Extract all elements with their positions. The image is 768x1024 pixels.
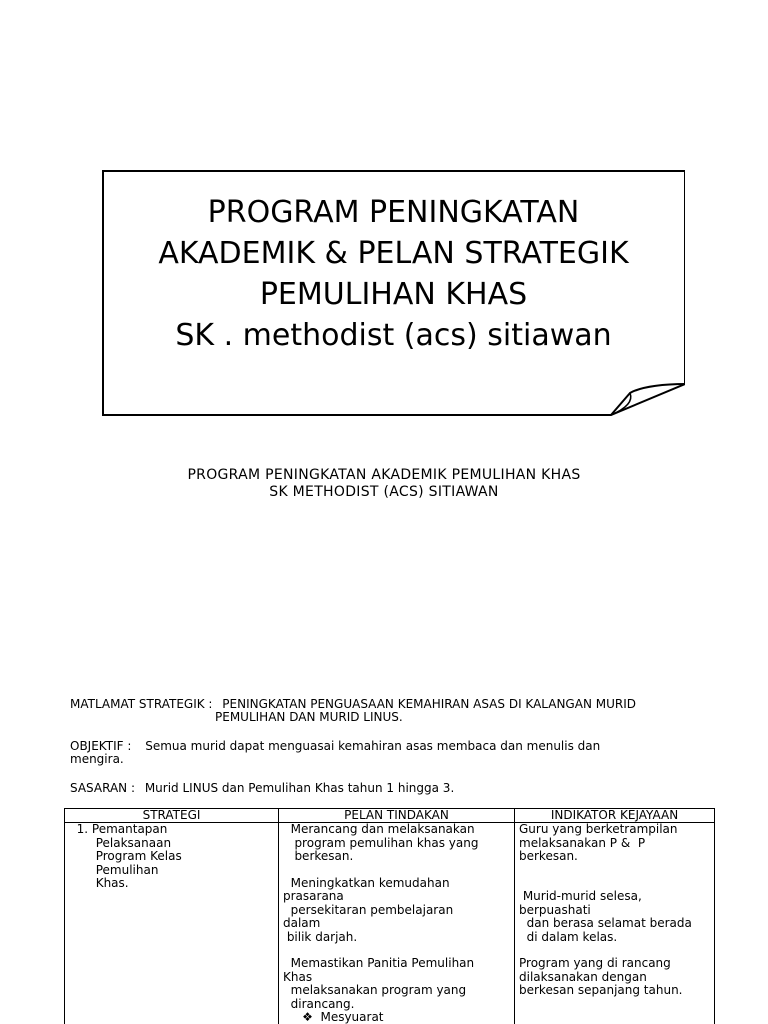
indikator-line	[519, 877, 710, 890]
plan-table	[64, 808, 715, 1024]
pelan-line: persekitaran pembelajaran	[283, 902, 454, 917]
subtitle-line-1: PROGRAM PENINGKATAN AKADEMIK PEMULIHAN KHAS	[187, 467, 581, 483]
matlamat-label: MATLAMAT STRATEGIK :	[70, 697, 213, 711]
objektif-text: Semua murid dapat menguasai kemahiran asas membaca dan menulis dan	[145, 739, 601, 753]
pelan-cell	[279, 823, 515, 1024]
strategi-cell	[65, 823, 279, 1024]
pelan-line: berkesan.	[283, 849, 354, 864]
table-header-row	[65, 809, 715, 823]
indikator-line: berkesan sepanjang tahun.	[519, 983, 683, 998]
table-row	[65, 823, 715, 1024]
pelan-line: Meningkatkan kemudahan	[283, 876, 450, 891]
pelan-line: program pemulihan khas yang	[283, 835, 479, 850]
strategi-line: Program Kelas	[69, 849, 182, 864]
pelan-line: Merancang dan melaksanakan	[283, 822, 475, 837]
title-text	[102, 192, 685, 356]
sasaran-label: SASARAN :	[70, 781, 135, 795]
header-pelan-tindakan: PELAN TINDAKAN	[279, 809, 515, 823]
pelan-line	[283, 864, 510, 877]
header-indikator-kejayaan: INDIKATOR KEJAYAAN	[515, 809, 715, 823]
sasaran-row	[70, 782, 710, 795]
title-line: AKADEMIK & PELAN STRATEGIK	[158, 236, 629, 271]
indikator-line	[519, 944, 710, 957]
pelan-line: dalam	[283, 916, 321, 931]
indikator-line	[519, 864, 710, 877]
subtitle-line-2: SK METHODIST (ACS) SITIAWAN	[269, 484, 499, 500]
sasaran-text: Murid LINUS dan Pemulihan Khas tahun 1 hingga 3.	[144, 781, 455, 795]
pelan-line: bilik darjah.	[283, 929, 358, 944]
pelan-line: melaksanakan program yang	[283, 983, 467, 998]
title-line: SK . methodist (acs) sitiawan	[175, 318, 612, 353]
pelan-line: ❖ Mesyuarat	[283, 1010, 384, 1024]
indikator-line: Murid-murid selesa,	[519, 889, 642, 904]
pelan-line	[283, 944, 510, 957]
strategi-line: 1. Pemantapan	[69, 822, 168, 837]
indikator-line: melaksanakan P & P	[519, 835, 646, 850]
pelan-line: prasarana	[283, 889, 344, 904]
objektif-row-2	[70, 753, 710, 766]
subtitle	[0, 467, 768, 501]
strategi-line: Pemulihan	[69, 862, 159, 877]
title-box	[102, 170, 685, 416]
objektif-text-2: mengira.	[70, 752, 124, 766]
strategi-line: Khas.	[69, 876, 129, 891]
strategi-line: Pelaksanaan	[69, 835, 172, 850]
indikator-line: berkesan.	[519, 849, 578, 864]
pelan-line: dirancang.	[283, 996, 355, 1011]
indikator-line: Program yang di rancang	[519, 956, 671, 971]
indikator-line: di dalam kelas.	[519, 929, 618, 944]
indikator-cell	[515, 823, 715, 1024]
title-line: PROGRAM PENINGKATAN	[207, 195, 580, 230]
pelan-line: Khas	[283, 969, 313, 984]
title-line: PEMULIHAN KHAS	[259, 277, 528, 312]
matlamat-row-2	[70, 711, 710, 724]
pelan-line: Memastikan Panitia Pemulihan	[283, 956, 475, 971]
indikator-line: Guru yang berketrampilan	[519, 822, 678, 837]
strategy-section	[70, 698, 710, 795]
objektif-row	[70, 740, 710, 753]
indikator-line: berpuashati	[519, 902, 591, 917]
indikator-line: dan berasa selamat berada	[519, 916, 692, 931]
matlamat-text: PENINGKATAN PENGUASAAN KEMAHIRAN ASAS DI KALANGAN MURID	[222, 697, 636, 711]
indikator-line: dilaksanakan dengan	[519, 969, 647, 984]
header-strategi: STRATEGI	[65, 809, 279, 823]
objektif-label: OBJEKTIF :	[70, 739, 132, 753]
matlamat-text-2: PEMULIHAN DAN MURID LINUS.	[215, 710, 403, 724]
